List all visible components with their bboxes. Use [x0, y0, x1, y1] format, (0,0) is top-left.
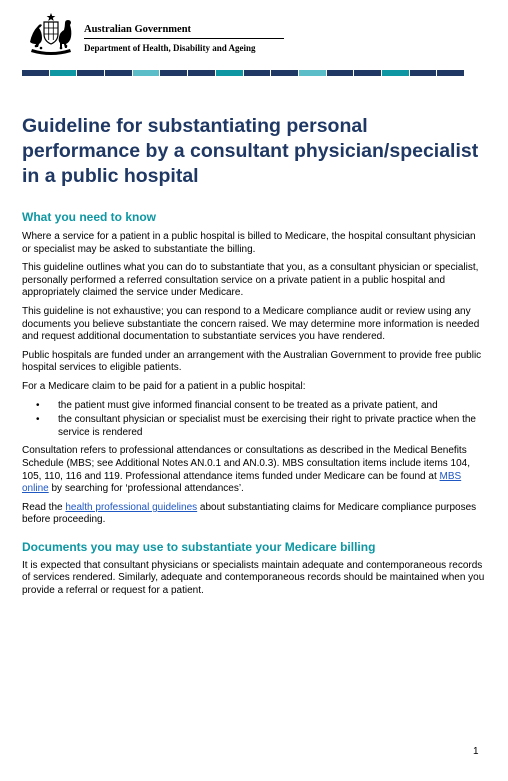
- stripe-segment: [382, 70, 409, 76]
- section-heading-what-you-need-to-know: What you need to know: [22, 210, 156, 224]
- document-body: [22, 209, 486, 604]
- stripe-segment: [354, 70, 381, 76]
- government-branding: [84, 23, 284, 54]
- requirements-list: [22, 400, 486, 440]
- mbs-online-link[interactable]: MBS online: [22, 470, 462, 495]
- stripe-segment: [410, 70, 437, 76]
- list-item: [22, 414, 486, 439]
- coat-of-arms-icon: [24, 12, 78, 56]
- page-number: 1: [473, 746, 479, 757]
- paragraph: This guideline outlines what you can do to substantiate that you, as a consultant physician or specialist, personally performed a referred consultation service on a private patient in a public hospital and appropriately claimed the service under Medicare.: [22, 262, 479, 299]
- stripe-segment: [244, 70, 271, 76]
- bullet-icon: •: [36, 399, 40, 411]
- paragraph: This guideline is not exhaustive; you can respond to a Medicare compliance audit or review using any documents you believe substantiate the concern raised. We may determine more information is needed and request additional documentation to substantiate services you have rendered.: [22, 305, 480, 343]
- stripe-segment: [299, 70, 326, 76]
- page-title: Guideline for substantiating personal performance by a consultant physician/specialist in a public hospital: [22, 115, 479, 187]
- stripe-segment: [133, 70, 160, 76]
- stripe-segment: [271, 70, 298, 76]
- paragraph: [22, 445, 486, 495]
- decorative-stripe: [22, 70, 464, 76]
- list-item-text: the consultant physician or specialist must be exercising their right to private practice when the service is rendered: [58, 414, 476, 438]
- paragraph-text: about substantiating claims for Medicare compliance purposes before proceeding.: [22, 501, 477, 526]
- paragraph-text: Read the: [22, 501, 66, 513]
- stripe-segment: [22, 70, 49, 76]
- header-rule: [84, 38, 284, 39]
- stripe-segment: [50, 70, 77, 76]
- section-heading-documents: Documents you may use to substantiate your Medicare billing: [22, 539, 376, 554]
- stripe-segment: [437, 70, 464, 76]
- paragraph: For a Medicare claim to be paid for a patient in a public hospital:: [22, 380, 306, 392]
- paragraph-text: Consultation refers to professional attendances or consultations as described in the Medical Benefits Schedule (MBS; see Additional Notes AN.0.1 and AN.0.3). MBS consultation items include items 104, 105, 110, 116 and 119. Professional attendance items funded under Medicare can be found at: [22, 445, 471, 482]
- list-item: [22, 400, 486, 413]
- paragraph-text: by searching for ‘professional attendances’.: [48, 483, 244, 495]
- list-item-text: the patient must give informed financial consent to be treated as a private patient, and: [58, 399, 438, 411]
- page-header: [24, 12, 464, 62]
- stripe-segment: [160, 70, 187, 76]
- paragraph: [22, 502, 486, 527]
- department-name: Department of Health, Disability and Ageing: [84, 43, 256, 53]
- stripe-segment: [216, 70, 243, 76]
- stripe-segment: [327, 70, 354, 76]
- stripe-segment: [188, 70, 215, 76]
- health-professional-guidelines-link[interactable]: health professional guidelines: [65, 501, 198, 513]
- paragraph: It is expected that consultant physicians or specialists maintain adequate and contemporaneous records of services rendered. Similarly, adequate and contemporaneous records should be maintained when you provide a referral or request for a patient.: [22, 559, 485, 597]
- bullet-icon: •: [36, 414, 40, 426]
- stripe-segment: [105, 70, 132, 76]
- paragraph: Public hospitals are funded under an arrangement with the Australian Government to provide free public hospital services to eligible patients.: [22, 349, 482, 374]
- government-name: Australian Government: [84, 24, 192, 35]
- paragraph: Where a service for a patient in a public hospital is billed to Medicare, the hospital consultant physician or specialist may be asked to substantiate the billing.: [22, 231, 476, 255]
- stripe-segment: [77, 70, 104, 76]
